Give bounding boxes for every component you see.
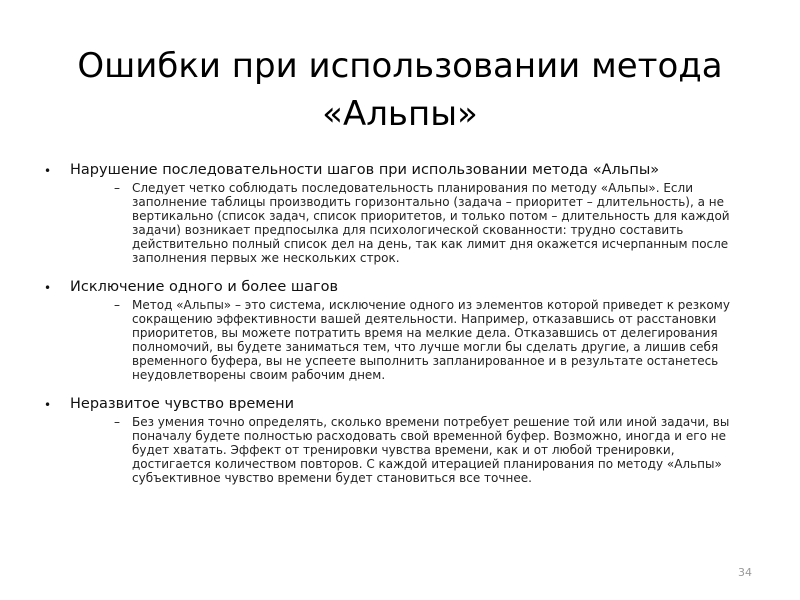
bullet-marker: • <box>44 281 52 295</box>
bullet-marker: • <box>44 164 52 178</box>
bullet-marker: • <box>44 398 52 412</box>
sub-bullet-item <box>70 298 752 382</box>
slide-number: 34 <box>738 566 752 579</box>
bullet-heading: Неразвитое чувство времени <box>70 396 295 412</box>
slide-body <box>40 162 752 493</box>
sub-bullet-marker: – <box>114 415 120 429</box>
bullet-heading: Исключение одного и более шагов <box>70 279 339 295</box>
sub-bullet-item <box>70 415 752 485</box>
slide-title: Ошибки при использовании метода «Альпы» <box>77 46 723 134</box>
sub-bullet-marker: – <box>114 298 120 312</box>
bullet-item <box>40 279 752 382</box>
sub-bullet-item <box>70 181 752 265</box>
sub-bullet-text: Следует четко соблюдать последовательность планирования по методу «Альпы». Если заполнение таблицы производить горизонтально (задача – приоритет – длительность), а не вертикально (список задач, список приоритетов, и только потом – длительность для каждой задачи) возникает предпосылка для психологической скованности: трудно составить действительно полный список дел на день, так как лимит дня окажется исчерпанным после заполнения первых же нескольких строк. <box>132 181 730 265</box>
bullet-item <box>40 162 752 265</box>
sub-bullet-text: Без умения точно определять, сколько времени потребует решение той или иной задачи, вы поначалу будете полностью расходовать свой временной буфер. Возможно, иногда и его не будет хватать. Эффект от тренировки чувства времени, как и от любой тренировки, достигается количеством повторов. С каждой итерацией планирования по методу «Альпы» субъективное чувство времени будет становиться все точнее. <box>132 415 730 485</box>
sub-bullet-marker: – <box>114 181 120 195</box>
sub-bullet-text: Метод «Альпы» – это система, исключение одного из элементов которой приведет к резкому сокращению эффективности вашей деятельности. Например, отказавшись от расстановки приоритетов, вы можете потратить время на мелкие дела. Отказавшись от делегирования полномочий, вы будете заниматься тем, что лучше могли бы сделать другие, а лишив себя временного буфера, вы не успеете выполнить запланированное и в результате останетесь неудовлетворены своим рабочим днем. <box>132 298 730 382</box>
bullet-item <box>40 396 752 485</box>
bullet-heading: Нарушение последовательности шагов при использовании метода «Альпы» <box>70 162 660 178</box>
